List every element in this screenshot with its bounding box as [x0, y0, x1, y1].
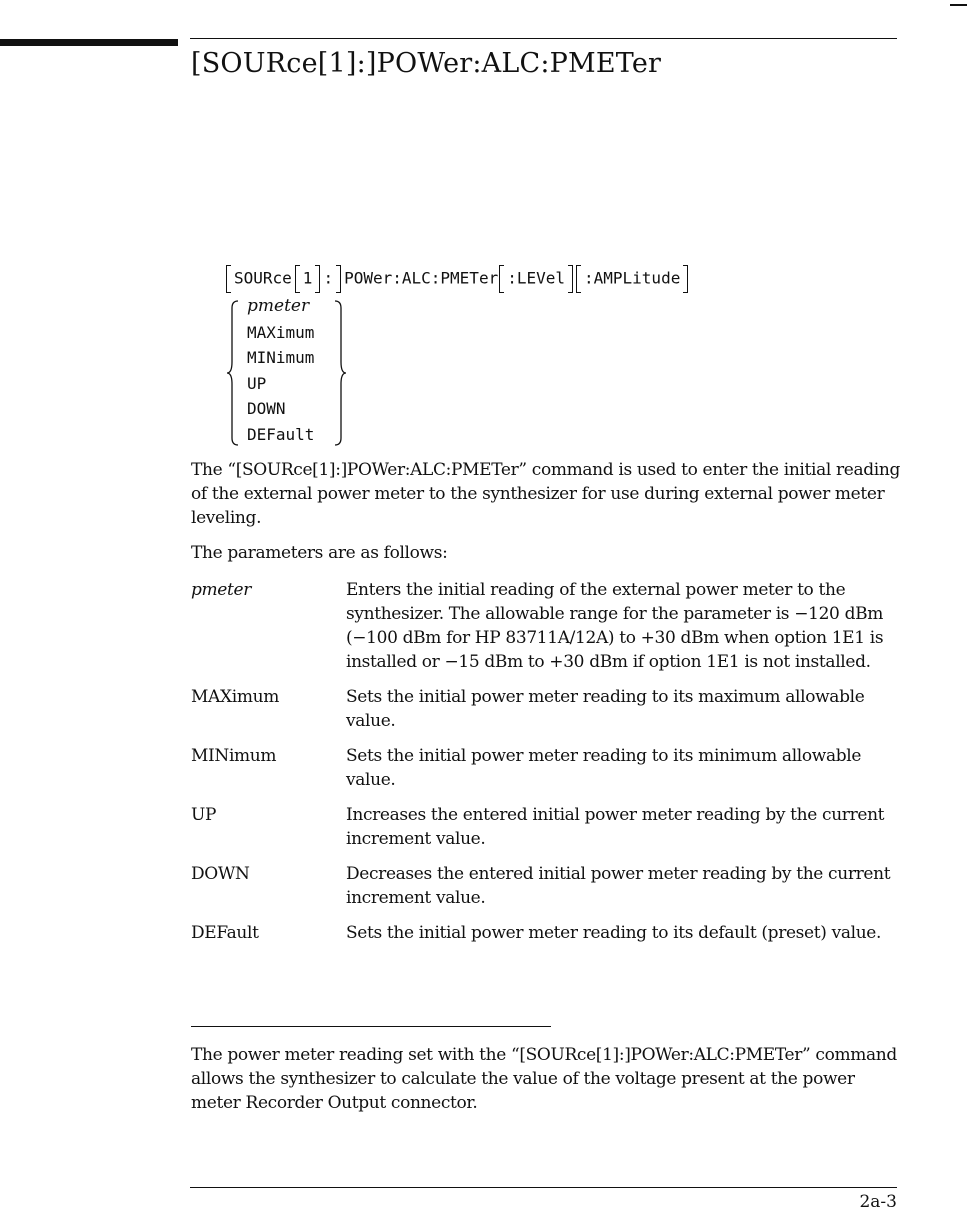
parameter-row [191, 862, 901, 910]
parameter-description: Enters the initial reading of the external power meter to the synthesizer. The allowable range for the parameter is −120 dBm (−100 dBm for HP 83711A/12A) to +30 dBm when option 1E1 is installed or −15 dBm to +30 dBm if option 1E1 is not installed. [346, 580, 884, 672]
optional-bracket-open [295, 265, 300, 293]
choice-item: DOWN [247, 399, 286, 418]
choice-list [247, 294, 314, 447]
choice-item: UP [247, 373, 267, 393]
syntax-segment-level: :LEVel [507, 268, 565, 288]
parameter-name: UP [191, 805, 217, 825]
syntax-command-line [226, 264, 691, 293]
parameter-row [191, 685, 901, 733]
parameter-name: DOWN [191, 864, 250, 884]
choice-brace-right [333, 300, 347, 446]
intro-paragraph: The “[SOURce[1]:]POWer:ALC:PMETer” command is used to enter the initial reading of the external power meter to the synthesizer for use during external power meter leveling. [191, 460, 901, 528]
parameter-list [191, 578, 901, 956]
choice-item: MAXimum [247, 322, 315, 342]
section-marker-bar [0, 39, 178, 46]
note-paragraph: The power meter reading set with the “[SOURce[1]:]POWer:ALC:PMETer” command allows the synthesizer to calculate the value of the voltage present at the power meter Recorder Output connector. [191, 1045, 897, 1113]
parameter-name: MAXimum [191, 687, 279, 707]
header-rule [190, 38, 897, 39]
params-heading: The parameters are as follows: [191, 543, 448, 563]
choice-item: MINimum [247, 348, 315, 367]
syntax-segment-index: 1 [302, 268, 313, 288]
page-number: 2a-3 [859, 1192, 897, 1212]
syntax-segment-colon: : [323, 268, 334, 288]
optional-bracket-open [576, 265, 581, 293]
syntax-diagram [226, 264, 826, 446]
footer-rule [190, 1187, 897, 1188]
parameter-row [191, 578, 901, 674]
syntax-segment-amplitude: :AMPLitude [584, 268, 681, 288]
choice-brace-left [226, 300, 240, 446]
optional-bracket-close [683, 265, 688, 293]
parameter-row [191, 803, 901, 851]
parameter-name: DEFault [191, 923, 259, 943]
optional-bracket-close [315, 265, 320, 293]
optional-bracket-close [568, 265, 573, 293]
choice-item: pmeter [247, 296, 310, 316]
syntax-segment-source: SOURce [234, 268, 292, 288]
parameter-description: Increases the entered initial power meter reading by the current increment value. [346, 805, 885, 849]
parameter-description: Sets the initial power meter reading to its minimum allowable value. [346, 746, 862, 790]
parameter-description: Sets the initial power meter reading to its maximum allowable value. [346, 687, 865, 731]
choice-item: DEFault [247, 424, 315, 444]
syntax-segment-command: POWer:ALC:PMETer [344, 268, 499, 288]
parameter-row [191, 744, 901, 792]
parameter-name: MINimum [191, 746, 277, 766]
page-title: [SOURce[1]:]POWer:ALC:PMETer [191, 48, 662, 79]
optional-bracket-open [499, 265, 504, 293]
parameter-description: Decreases the entered initial power meter reading by the current increment value. [346, 864, 891, 908]
optional-bracket-open [226, 265, 231, 293]
parameter-description: Sets the initial power meter reading to its default (preset) value. [346, 923, 882, 943]
optional-bracket-close [336, 265, 341, 293]
note-divider [191, 1026, 551, 1027]
parameter-row [191, 921, 901, 945]
corner-mark [950, 4, 967, 6]
parameter-name: pmeter [191, 580, 251, 600]
